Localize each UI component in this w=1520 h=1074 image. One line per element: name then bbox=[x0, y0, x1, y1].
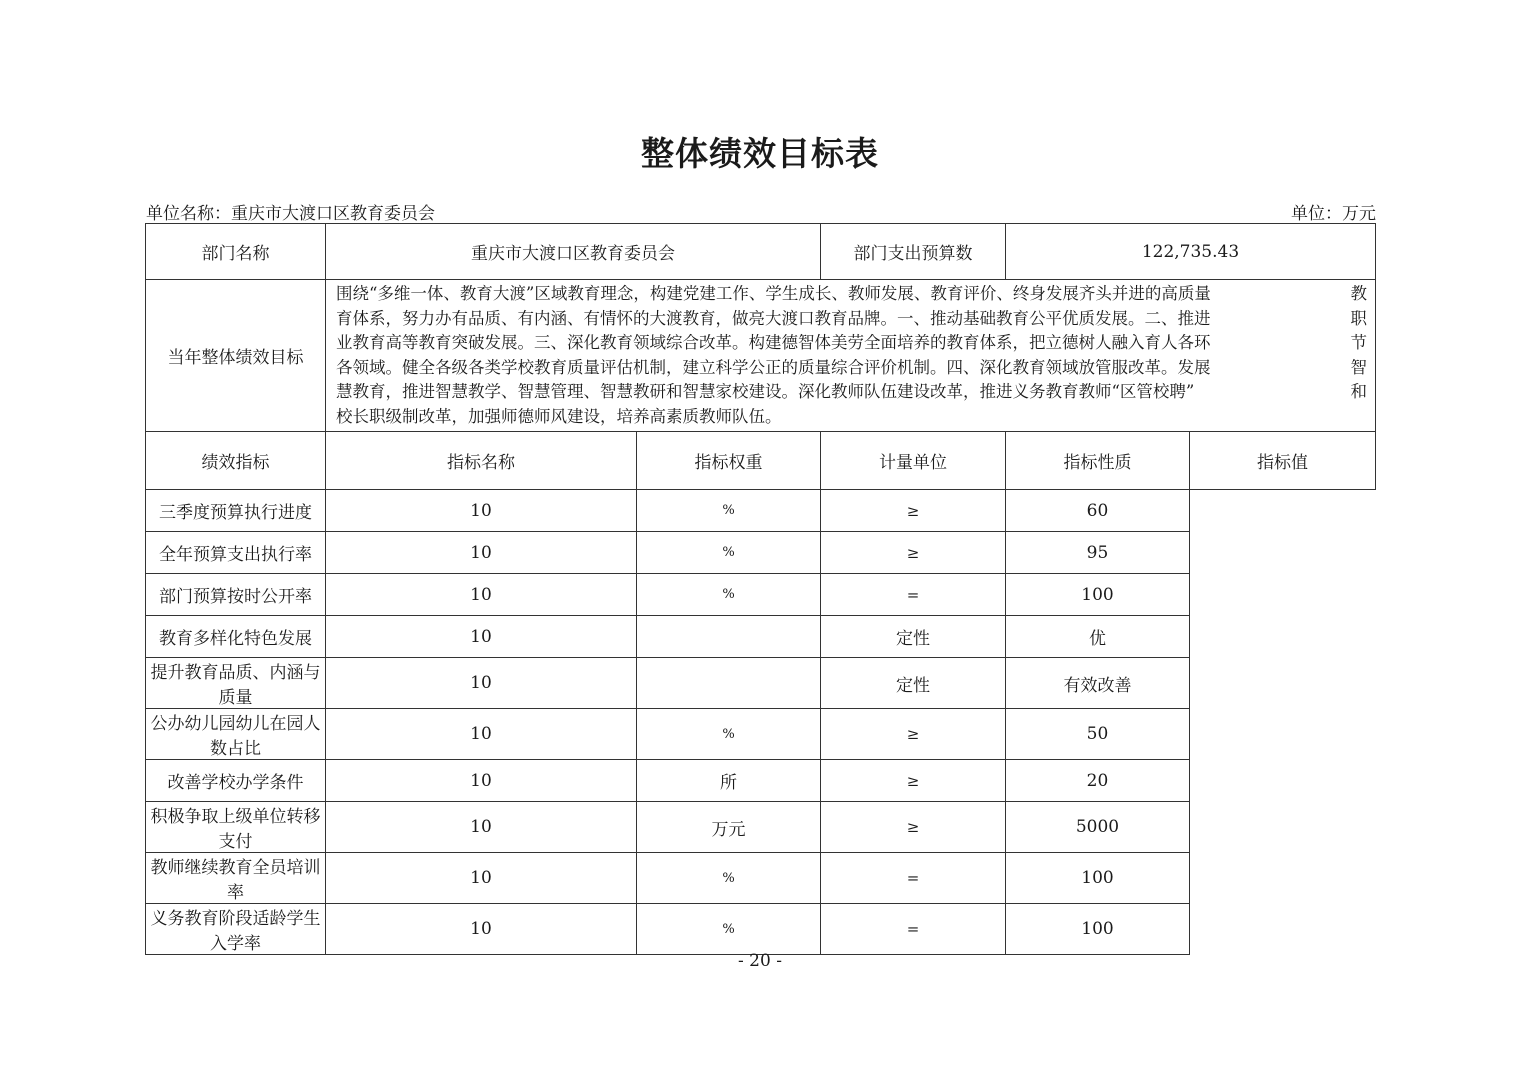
indicator-unit bbox=[637, 616, 821, 658]
indicator-header-row bbox=[146, 432, 1376, 490]
indicator-unit: 所 bbox=[637, 760, 821, 802]
indicator-weight: 10 bbox=[326, 574, 637, 616]
indicator-nature: = bbox=[821, 574, 1006, 616]
indicator-name: 改善学校办学条件 bbox=[146, 760, 326, 802]
indicator-nature: = bbox=[821, 853, 1006, 904]
column-header: 指标名称 bbox=[326, 432, 637, 490]
indicator-name: 积极争取上级单位转移支付 bbox=[146, 802, 326, 853]
indicator-nature: ≥ bbox=[821, 490, 1006, 532]
goal-text bbox=[326, 280, 1376, 432]
indicator-nature: ≥ bbox=[821, 532, 1006, 574]
indicator-value: 优 bbox=[1006, 616, 1190, 658]
indicator-nature: ≥ bbox=[821, 802, 1006, 853]
page-number: - 20 - bbox=[738, 951, 782, 971]
perf-label: 绩效指标 bbox=[146, 432, 326, 490]
unit-name-label: 单位名称：重庆市大渡口区教育委员会 bbox=[146, 204, 435, 224]
dept-row bbox=[146, 224, 1376, 280]
indicator-row bbox=[146, 532, 1376, 574]
goal-line-end: 教 bbox=[1350, 284, 1367, 303]
indicator-value: 60 bbox=[1006, 490, 1190, 532]
goal-line-end: 和 bbox=[1350, 382, 1367, 401]
budget-label: 部门支出预算数 bbox=[821, 224, 1006, 280]
indicator-value: 100 bbox=[1006, 853, 1190, 904]
goal-line-end bbox=[1339, 405, 1367, 430]
indicator-name: 教师继续教育全员培训率 bbox=[146, 853, 326, 904]
indicator-unit: % bbox=[637, 490, 821, 532]
indicator-name: 义务教育阶段适龄学生入学率 bbox=[146, 904, 326, 955]
currency-unit-label: 单位：万元 bbox=[1291, 204, 1376, 224]
goal-line-end: 智 bbox=[1350, 357, 1367, 377]
goal-row bbox=[146, 280, 1376, 432]
column-header: 指标权重 bbox=[637, 432, 821, 490]
goal-line: 围绕“多维一体、教育大渡”区域教育理念，构建党建工作、学生成长、教师发展、教育评价、终身发展齐头并进的高质量 bbox=[336, 284, 1211, 303]
indicator-row bbox=[146, 616, 1376, 658]
column-header: 计量单位 bbox=[821, 432, 1006, 490]
indicator-nature: ≥ bbox=[821, 709, 1006, 760]
indicator-row bbox=[146, 904, 1376, 955]
indicator-unit: % bbox=[637, 709, 821, 760]
page-title: 整体绩效目标表 bbox=[641, 134, 879, 173]
goal-line: 育体系，努力办有品质、有内涵、有情怀的大渡教育，做亮大渡口教育品牌。一、推动基础教育公平优质发展。二、推进 bbox=[336, 308, 1211, 328]
goal-label: 当年整体绩效目标 bbox=[146, 280, 326, 432]
indicator-weight: 10 bbox=[326, 853, 637, 904]
goal-line: 业教育高等教育突破发展。三、深化教育领域综合改革。构建德智体美劳全面培养的教育体系，把立德树人融入育人各环 bbox=[336, 333, 1211, 352]
column-header: 指标值 bbox=[1190, 432, 1376, 490]
indicator-unit: % bbox=[637, 853, 821, 904]
indicator-name: 公办幼儿园幼儿在园人数占比 bbox=[146, 709, 326, 760]
indicator-nature: 定性 bbox=[821, 616, 1006, 658]
indicator-value: 5000 bbox=[1006, 802, 1190, 853]
indicator-name: 三季度预算执行进度 bbox=[146, 490, 326, 532]
goal-line: 慧教育，推进智慧教学、智慧管理、智慧教研和智慧家校建设。深化教师队伍建设改革，推进义务教育教师“区管校聘” bbox=[336, 382, 1195, 401]
indicator-row bbox=[146, 802, 1376, 853]
indicator-name: 全年预算支出执行率 bbox=[146, 532, 326, 574]
indicator-weight: 10 bbox=[326, 709, 637, 760]
dept-name-value: 重庆市大渡口区教育委员会 bbox=[326, 224, 821, 280]
indicator-unit: % bbox=[637, 574, 821, 616]
budget-value: 122,735.43 bbox=[1006, 224, 1376, 280]
goal-line: 各领域。健全各级各类学校教育质量评估机制，建立科学公正的质量综合评价机制。四、深化教育领域放管服改革。发展 bbox=[336, 357, 1211, 377]
indicator-value: 100 bbox=[1006, 574, 1190, 616]
indicator-weight: 10 bbox=[326, 760, 637, 802]
indicator-nature: ≥ bbox=[821, 760, 1006, 802]
indicator-value: 50 bbox=[1006, 709, 1190, 760]
indicator-name: 部门预算按时公开率 bbox=[146, 574, 326, 616]
goal-line: 校长职级制改革，加强师德师风建设，培养高素质教师队伍。 bbox=[336, 406, 782, 426]
indicator-unit bbox=[637, 658, 821, 709]
column-header: 指标性质 bbox=[1006, 432, 1190, 490]
indicator-weight: 10 bbox=[326, 490, 637, 532]
indicator-unit: % bbox=[637, 532, 821, 574]
indicator-value: 20 bbox=[1006, 760, 1190, 802]
indicator-weight: 10 bbox=[326, 532, 637, 574]
dept-name-label: 部门名称 bbox=[146, 224, 326, 280]
indicator-weight: 10 bbox=[326, 658, 637, 709]
indicator-value: 有效改善 bbox=[1006, 658, 1190, 709]
indicator-row bbox=[146, 658, 1376, 709]
indicator-row bbox=[146, 709, 1376, 760]
indicator-weight: 10 bbox=[326, 802, 637, 853]
indicator-row bbox=[146, 574, 1376, 616]
indicator-unit: 万元 bbox=[637, 802, 821, 853]
indicator-value: 100 bbox=[1006, 904, 1190, 955]
indicator-nature: 定性 bbox=[821, 658, 1006, 709]
performance-table bbox=[145, 223, 1376, 955]
indicator-row bbox=[146, 853, 1376, 904]
goal-line-end: 节 bbox=[1350, 333, 1367, 352]
indicator-row bbox=[146, 490, 1376, 532]
indicator-weight: 10 bbox=[326, 904, 637, 955]
indicator-name: 提升教育品质、内涵与质量 bbox=[146, 658, 326, 709]
goal-line-end: 职 bbox=[1350, 308, 1367, 328]
indicator-row bbox=[146, 760, 1376, 802]
indicator-value: 95 bbox=[1006, 532, 1190, 574]
indicator-nature: = bbox=[821, 904, 1006, 955]
indicator-weight: 10 bbox=[326, 616, 637, 658]
indicator-unit: % bbox=[637, 904, 821, 955]
indicator-name: 教育多样化特色发展 bbox=[146, 616, 326, 658]
